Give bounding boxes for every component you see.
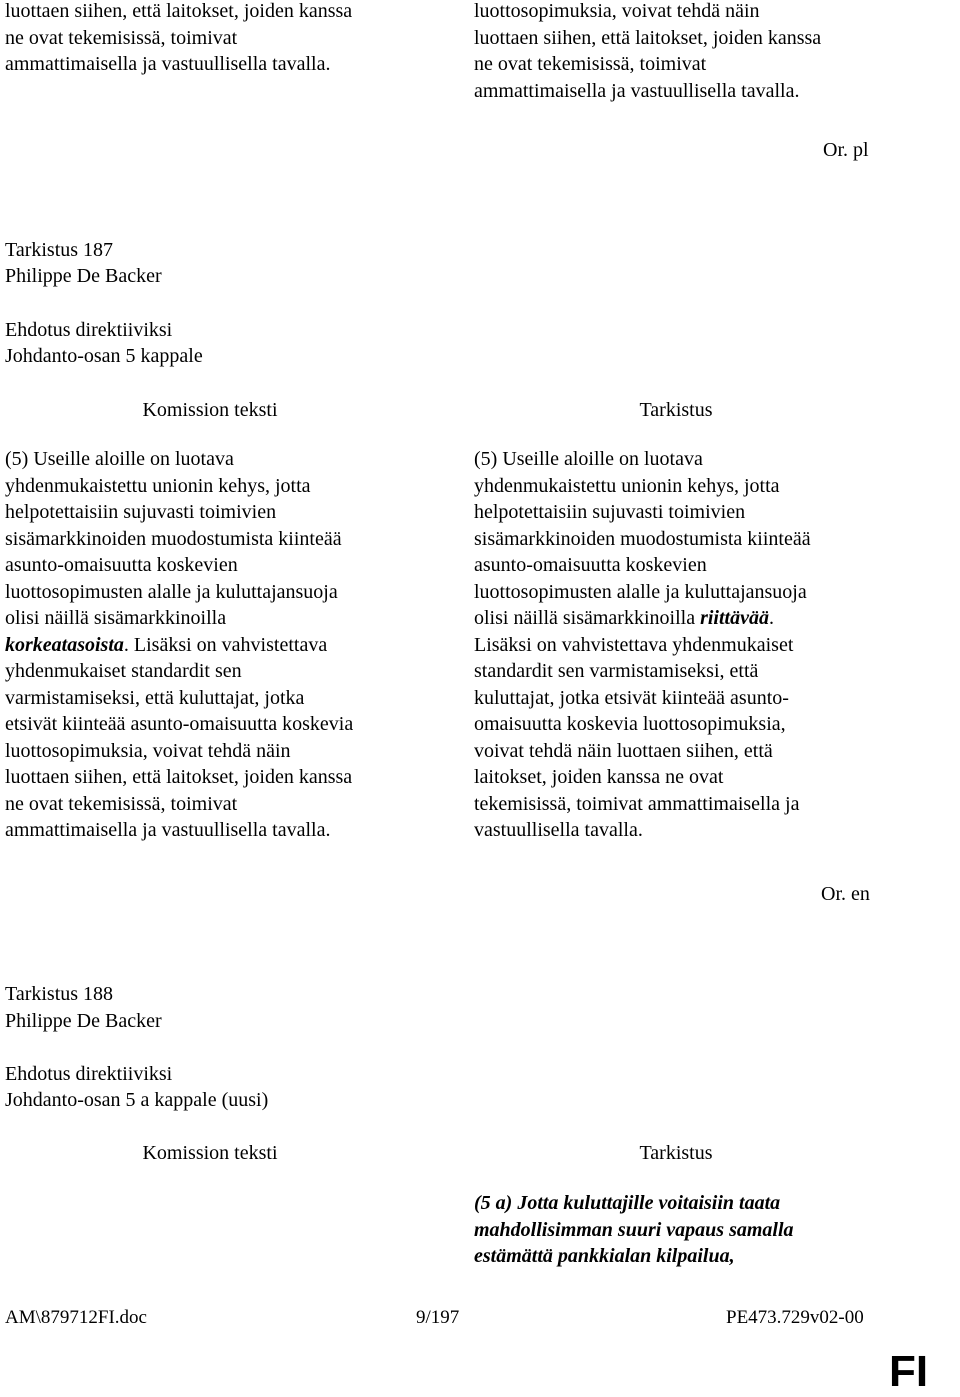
text-fragment: . Lisäksi on vahvistettava [123, 633, 328, 656]
inserted-text: riittävää [700, 607, 769, 629]
text-line: varmistamiseksi, että kuluttajat, jotka [5, 686, 305, 709]
text-line: standardit sen varmistamiseksi, että [474, 660, 759, 682]
text-line: luottosopimusten alalle ja kuluttajansuoja [5, 580, 338, 603]
text-line: luottosopimuksia, voivat tehdä näin [5, 739, 291, 762]
text-line-emphasis [5, 632, 425, 659]
text-line: (5) Useille aloille on luotava [474, 448, 703, 470]
text-line: luottaen siihen, että laitokset, joiden kanssa [5, 766, 353, 788]
commission-text-header: Komission teksti [142, 399, 278, 421]
inserted-text-line: (5 a) Jotta kuluttajille voitaisiin taata [474, 1192, 781, 1214]
text-fragment: olisi näillä sisämarkkinoilla [474, 607, 701, 629]
text-line: olisi näillä sisämarkkinoilla [5, 607, 227, 629]
deleted-text: korkeatasoista [5, 633, 124, 656]
text-line: helpotettaisiin sujuvasti toimivien [474, 501, 746, 523]
inserted-text-line: estämättä pankkialan kilpailua, [474, 1245, 735, 1267]
amendment-text [474, 1190, 914, 1270]
amendment-location: Johdanto-osan 5 a kappale (uusi) [5, 1089, 269, 1111]
footer-pe-ref: PE473.729v02-00 [726, 1307, 864, 1328]
footer-doc-ref: AM\879712FI.doc [5, 1307, 147, 1328]
text-line: yhdenmukaistettu unionin kehys, jotta [474, 474, 780, 497]
amendment-text-header: Tarkistus [639, 399, 713, 421]
proposal-label: Ehdotus direktiiviksi [5, 1063, 173, 1085]
text-line-emphasis [474, 605, 914, 632]
continuation-left [5, 0, 425, 78]
text-line: sisämarkkinoiden muodostumista kiinteää [5, 527, 342, 550]
amendment-text-header: Tarkistus [639, 1142, 713, 1164]
proposal-label: Ehdotus direktiiviksi [5, 319, 173, 341]
text-line: ne ovat tekemisissä, toimivat [474, 53, 707, 75]
text-line: yhdenmukaiset standardit sen [5, 660, 242, 682]
inserted-text-line: mahdollisimman suuri vapaus samalla [474, 1218, 794, 1241]
amendment-author: Philippe De Backer [5, 265, 162, 287]
amendment-text [474, 446, 914, 844]
text-line: Lisäksi on vahvistettava yhdenmukaiset [474, 633, 794, 656]
text-line: tekemisissä, toimivat ammattimaisella ja [474, 792, 800, 815]
commission-text [5, 446, 425, 844]
continuation-right [474, 0, 914, 104]
text-line: (5) Useille aloille on luotava [5, 448, 234, 470]
amendment-location: Johdanto-osan 5 kappale [5, 345, 203, 367]
origin-language: Or. pl [823, 139, 869, 161]
amendment-number: Tarkistus 187 [5, 239, 114, 261]
text-fragment: . [768, 607, 774, 629]
language-code: FI [889, 1347, 929, 1396]
footer-page-number: 9/197 [416, 1307, 460, 1328]
text-line: asunto-omaisuutta koskevien [474, 554, 707, 576]
text-line: ammattimaisella ja vastuullisella tavalla. [5, 53, 331, 75]
amendment-author: Philippe De Backer [5, 1010, 162, 1032]
origin-language: Or. en [821, 883, 870, 905]
text-line: yhdenmukaistettu unionin kehys, jotta [5, 474, 311, 497]
text-line: vastuullisella tavalla. [474, 819, 643, 841]
text-line: sisämarkkinoiden muodostumista kiinteää [474, 527, 811, 550]
text-line: asunto-omaisuutta koskevien [5, 554, 238, 576]
text-line: ammattimaisella ja vastuullisella tavalla. [5, 819, 331, 841]
text-line: luottosopimusten alalle ja kuluttajansuoja [474, 580, 807, 603]
text-line: ne ovat tekemisissä, toimivat [5, 792, 238, 815]
text-line: luottaen siihen, että laitokset, joiden kanssa [5, 0, 353, 22]
text-line: etsivät kiinteää asunto-omaisuutta koskevia [5, 713, 354, 735]
text-line: voivat tehdä näin luottaen siihen, että [474, 739, 773, 762]
text-line: kuluttajat, jotka etsivät kiinteää asunto- [474, 686, 789, 709]
text-line: ne ovat tekemisissä, toimivat [5, 26, 238, 49]
text-line: ammattimaisella ja vastuullisella tavalla. [474, 79, 800, 102]
commission-text-header: Komission teksti [142, 1142, 278, 1164]
text-line: helpotettaisiin sujuvasti toimivien [5, 501, 277, 523]
text-line: luottaen siihen, että laitokset, joiden kanssa [474, 26, 822, 49]
text-line: luottosopimuksia, voivat tehdä näin [474, 0, 760, 22]
amendment-number: Tarkistus 188 [5, 983, 114, 1005]
text-line: laitokset, joiden kanssa ne ovat [474, 766, 724, 788]
text-line: omaisuutta koskevia luottosopimuksia, [474, 713, 786, 735]
